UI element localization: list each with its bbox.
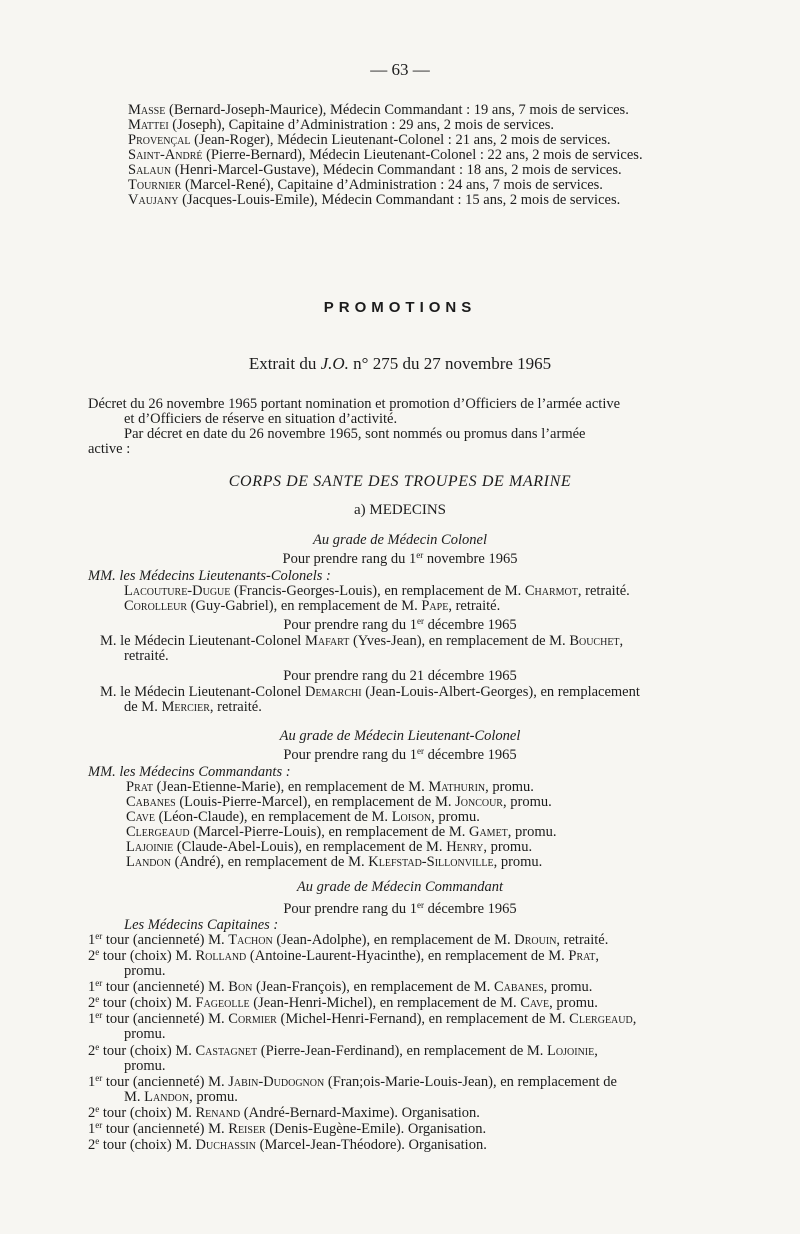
list-item: M. le Médecin Lieutenant-Colonel Mafart (Yves-Jean), en remplacement de M. Bouchet, [100, 633, 624, 649]
grade-heading: Au grade de Médecin Commandant [296, 879, 504, 895]
grade-heading: Au grade de Médecin Lieutenant-Colonel [279, 728, 521, 744]
rank-date: Pour prendre rang du 1er décembre 1965 [283, 616, 517, 633]
text-line: promu. [124, 1026, 166, 1042]
list-item: Cave (Léon-Claude), en remplacement de M. Loison, promu. [126, 809, 480, 825]
list-item: 2e tour (choix) M. Fageolle (Jean-Henri-Michel), en remplacement de M. Cave, promu. [88, 994, 598, 1011]
text-line: promu. [124, 963, 166, 979]
text-line: M. Landon, promu. [124, 1089, 238, 1105]
group-intro: MM. les Médecins Lieutenants-Colonels : [88, 568, 331, 584]
rank-date: Pour prendre rang du 1er novembre 1965 [282, 550, 518, 567]
group-intro: MM. les Médecins Commandants : [88, 764, 291, 780]
text-line: Par décret en date du 26 novembre 1965, sont nommés ou promus dans l’armée [124, 426, 586, 442]
list-item: 1er tour (ancienneté) M. Jabin-Dudognon (Fran;ois-Marie-Louis-Jean), en remplacement de [88, 1073, 617, 1090]
extrait-heading: Extrait du J.O. n° 275 du 27 novembre 1965 [248, 354, 552, 373]
list-item: Salaun (Henri-Marcel-Gustave), Médecin Commandant : 18 ans, 2 mois de services. [128, 162, 622, 178]
corps-title: CORPS DE SANTE DES TROUPES DE MARINE [228, 473, 572, 490]
page-number: — 63 — [370, 60, 430, 79]
list-item: Cabanes (Louis-Pierre-Marcel), en remplacement de M. Joncour, promu. [126, 794, 552, 810]
list-item: Mattei (Joseph), Capitaine d’Administration : 29 ans, 2 mois de services. [128, 117, 555, 133]
promotions-heading: PROMOTIONS [323, 299, 477, 316]
list-item: 1er tour (ancienneté) M. Bon (Jean-François), en remplacement de M. Cabanes, promu. [88, 978, 593, 995]
list-item: 1er tour (ancienneté) M. Tachon (Jean-Adolphe), en remplacement de M. Drouin, retraité. [88, 931, 609, 948]
list-item: 2e tour (choix) M. Renand (André-Bernard-Maxime). Organisation. [88, 1104, 480, 1121]
list-item: Provençal (Jean-Roger), Médecin Lieutenant-Colonel : 21 ans, 2 mois de services. [128, 132, 611, 148]
section-title: a) MEDECINS [353, 502, 447, 518]
list-item: Lajoinie (Claude-Abel-Louis), en remplacement de M. Henry, promu. [126, 839, 533, 855]
list-item: 1er tour (ancienneté) M. Cormier (Michel-Henri-Fernand), en remplacement de M. Clergeaud, [88, 1010, 637, 1027]
text-line: et d’Officiers de réserve en situation d’activité. [124, 411, 398, 427]
rank-date: Pour prendre rang du 21 décembre 1965 [283, 668, 517, 684]
text-line: retraité. [124, 648, 169, 664]
list-item: Lacouture-Dugue (Francis-Georges-Louis), en remplacement de M. Charmot, retraité. [124, 583, 630, 599]
list-item: Prat (Jean-Etienne-Marie), en remplacement de M. Mathurin, promu. [126, 779, 534, 795]
text-line: promu. [124, 1058, 166, 1074]
list-item: M. le Médecin Lieutenant-Colonel Demarchi (Jean-Louis-Albert-Georges), en remplacement [100, 684, 640, 700]
text-line: active : [88, 441, 131, 457]
list-item: Corolleur (Guy-Gabriel), en remplacement de M. Pape, retraité. [124, 598, 501, 614]
grade-heading: Au grade de Médecin Colonel [313, 532, 487, 548]
rank-date: Pour prendre rang du 1er décembre 1965 [283, 746, 517, 763]
list-item: Masse (Bernard-Joseph-Maurice), Médecin Commandant : 19 ans, 7 mois de services. [128, 102, 629, 118]
text-line: Décret du 26 novembre 1965 portant nomination et promotion d’Officiers de l’armée active [88, 396, 621, 412]
list-item: 2e tour (choix) M. Duchassin (Marcel-Jean-Théodore). Organisation. [88, 1136, 487, 1153]
group-intro: Les Médecins Capitaines : [124, 917, 279, 933]
list-item: Clergeaud (Marcel-Pierre-Louis), en remplacement de M. Gamet, promu. [126, 824, 557, 840]
rank-date: Pour prendre rang du 1er décembre 1965 [283, 900, 517, 917]
list-item: 2e tour (choix) M. Castagnet (Pierre-Jean-Ferdinand), en remplacement de M. Lojoinie, [88, 1042, 598, 1059]
list-item: Saint-André (Pierre-Bernard), Médecin Lieutenant-Colonel : 22 ans, 2 mois de services. [128, 147, 643, 163]
list-item: 1er tour (ancienneté) M. Reiser (Denis-Eugène-Emile). Organisation. [88, 1120, 487, 1137]
list-item: Landon (André), en remplacement de M. Klefstad-Sillonville, promu. [126, 854, 543, 870]
text-line: de M. Mercier, retraité. [124, 699, 262, 715]
list-item: 2e tour (choix) M. Rolland (Antoine-Laurent-Hyacinthe), en remplacement de M. Prat, [88, 947, 599, 964]
list-item: Tournier (Marcel-René), Capitaine d’Administration : 24 ans, 7 mois de services. [128, 177, 603, 193]
list-item: Vaujany (Jacques-Louis-Emile), Médecin Commandant : 15 ans, 2 mois de services. [128, 192, 621, 208]
